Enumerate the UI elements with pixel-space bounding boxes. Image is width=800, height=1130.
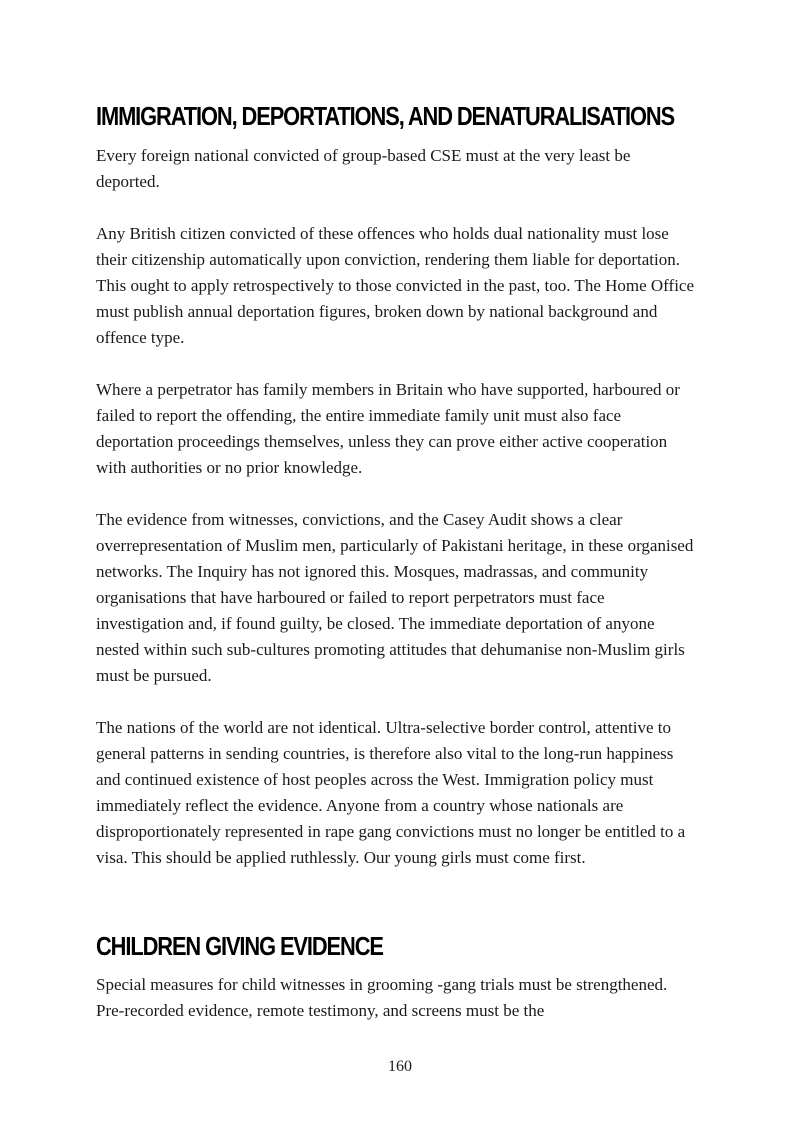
paragraph-evidence: The evidence from witnesses, convictions, and the Casey Audit shows a clear overrepresentation of Muslim men, particularly of Pakistani heritage, in these organised networks. The Inquiry has not ignored this. Mosques, madrassas, and community organisations that have harboured or failed to report perpetrators must face investigation and, if found guilty, be closed. The immediate deportation of anyone nested within such sub-cultures promoting attitudes that dehumanise non-Muslim girls must be pursued. xyxy=(96,510,694,685)
paragraph-foreign-nationals: Every foreign national convicted of group-based CSE must at the very least be deported. xyxy=(96,146,631,191)
paragraph-border-control: The nations of the world are not identical. Ultra-selective border control, attentive to general patterns in sending countries, is therefore also vital to the long-run happiness and continued existence of host peoples across the West. Immigration policy must immediately reflect the evidence. Anyone from a country whose nationals are disproportionately represented in rape gang convictions must no longer be entitled to a visa. This should be applied ruthlessly. Our young girls must come first. xyxy=(96,718,686,867)
section-heading-immigration: IMMIGRATION, DEPORTATIONS, AND DENATURALISATIONS xyxy=(96,101,675,131)
paragraph-child-witnesses: Special measures for child witnesses in grooming -gang trials must be strengthened. Pre-recorded evidence, remote testimony, and screens must be the xyxy=(96,975,668,1020)
paragraph-dual-nationality: Any British citizen convicted of these offences who holds dual nationality must lose their citizenship automatically upon conviction, rendering them liable for deportation. This ought to apply retrospectively to those convicted in the past, too. The Home Office must publish annual deportation figures, broken down by national background and offence type. xyxy=(96,224,695,347)
paragraph-family-members: Where a perpetrator has family members in Britain who have supported, harboured or failed to report the offending, the entire immediate family unit must also face deportation proceedings themselves, unless they can prove either active cooperation with authorities or no prior knowledge. xyxy=(96,380,680,477)
section-heading-children-evidence: CHILDREN GIVING EVIDENCE xyxy=(96,931,383,961)
page-number: 160 xyxy=(388,1058,412,1075)
